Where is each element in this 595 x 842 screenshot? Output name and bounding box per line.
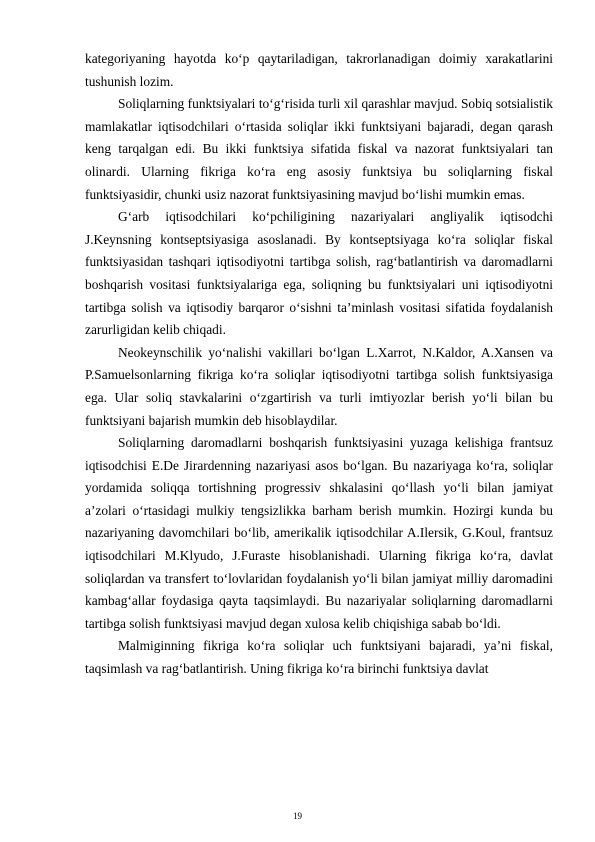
paragraph: Malmiginning fikriga ko‘ra soliqlar uch funktsiyani bajaradi, ya’ni fiskal, taqsimlash va rag‘batlantirish. Uning fikriga ko‘ra birinchi funktsiya davlat <box>85 638 553 677</box>
paragraph: G‘arb iqtisodchilari ko‘pchiligining nazariyalari angliyalik iqtisodchi J.Keynsning kontseptsiyasiga asoslanadi. By kontseptsiyaga ko‘ra soliqlar fiskal funktsiyasidan tashqari iqtisodiyotni tartibga solish, rag‘batlantirish va daromadlarni boshqarish vositasi funktsiyalariga ega, soliqning bu funktsiyalari uni iqtisodiyotni tartibga solish va iqtisodiy barqaror o‘sishni ta’minlash vositasi sifatida foydalanish zarurligidan kelib chiqadi. <box>85 209 553 338</box>
paragraph: Neokeynschilik yo‘nalishi vakillari bo‘lgan L.Xarrot, N.Kaldor, A.Xansen va P.Samuelsonlarning fikriga ko‘ra soliqlar iqtisodiyotni tartibga solish funktsiyasiga ega. Ular soliq stavkalarini o‘zgartirish va turli imtiyozlar berish yo‘li bilan bu funktsiyani bajarish mumkin deb hisoblaydilar. <box>85 344 553 428</box>
paragraph-continuation: kategoriyaning hayotda ko‘p qaytariladigan, takrorlanadigan doimiy xarakatlarini tushunish lozim. <box>85 51 553 89</box>
paragraph: Soliqlarning funktsiyalari to‘g‘risida turli xil qarashlar mavjud. Sobiq sotsialistik mamlakatlar iqtisodchilari o‘rtasida soliqlar ikki funktsiyani bajaradi, degan qarash keng tarqalgan edi. Bu ikki funktsiya sifatida fiskal va nazorat funktsiyalari tan olinardi. Ularning fikriga ko‘ra eng asosiy funktsiya bu soliqlarning fiskal funktsiyasidir, chunki usiz nazorat funktsiyasining mavjud bo‘lishi mumkin emas. <box>85 96 553 202</box>
document-body <box>85 48 553 681</box>
page-number: 19 <box>293 811 302 821</box>
paragraph: Soliqlarning daromadlarni boshqarish funktsiyasini yuzaga kelishiga frantsuz iqtisodchisi E.De Jirardenning nazariyasi asos bo‘lgan. Bu nazariyaga ko‘ra, soliqlar yordamida soliqqa tortishning progressiv shkalasini qo‘llash yo‘li bilan jamiyat a’zolari o‘rtasidagi mulkiy tengsizlikka barham berish mumkin. Hozirgi kunda bu nazariyaning davomchilari bo‘lib, amerikalik iqtisodchilar A.Ilersik, G.Koul, frantsuz iqtisodchilari M.Klyudo, J.Furaste hisoblanishadi. Ularning fikriga ko‘ra, davlat soliqlardan va transfert to‘lovlaridan foydalanish yo‘li bilan jamiyat milliy daromadini kambag‘allar foydasiga qayta taqsimlaydi. Bu nazariyalar soliqlarning daromadlarni tartibga solish funktsiyasi mavjud degan xulosa kelib chiqishiga sabab bo‘ldi. <box>85 435 553 631</box>
